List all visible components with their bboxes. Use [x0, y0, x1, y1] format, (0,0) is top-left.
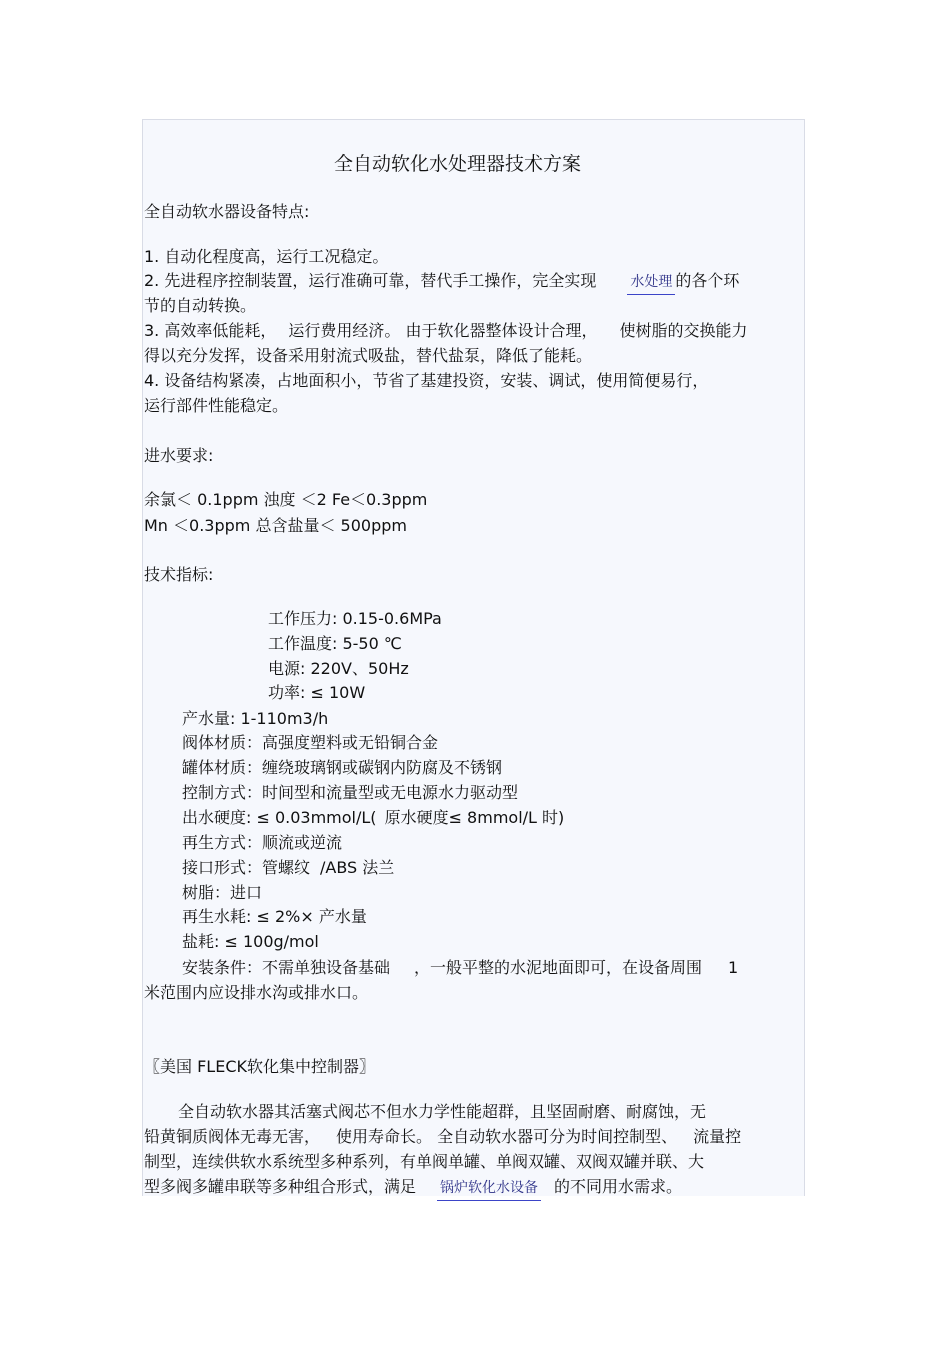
water-req-line-1: 余氯＜ 0.1ppm 浊度 ＜2 Fe＜0.3ppm: [144, 490, 428, 509]
fleck-para-line-3: 制型，连续供软水系统型多种系列，有单阀单罐、单阀双罐、双阀双罐并联、大: [144, 1152, 705, 1171]
feature-item-2-text-a: 2. 先进程序控制装置，运行准确可靠，替代手工操作，完全实现: [144, 271, 597, 290]
spec-hardness-a: 出水硬度: ≤ 0.03mmol/L(: [182, 808, 377, 827]
fleck-para-line-4: [144, 1177, 682, 1198]
spec-salt: 盐耗: ≤ 100g/mol: [182, 932, 319, 951]
spec-hardness: [182, 808, 564, 828]
feature-item-2: [144, 271, 739, 292]
feature-item-3-text-c: 使树脂的交换能力: [619, 321, 748, 340]
fleck-para-line-2: [144, 1127, 741, 1147]
spec-install-c: 1: [728, 958, 739, 977]
spec-regen-mode: 再生方式：顺流或逆流: [182, 833, 343, 852]
spec-tank-material: 罐体材质：缠绕玻璃钢或碳钢内防腐及不锈钢: [182, 758, 503, 777]
spec-pressure: 工作压力: 0.15-0.6MPa: [268, 609, 442, 628]
feature-item-2-text-b: 的各个环: [675, 271, 740, 290]
fleck-para-line-4-b: 的不同用水需求。: [554, 1177, 683, 1196]
spec-regen-water: 再生水耗: ≤ 2%× 产水量: [182, 907, 367, 926]
spec-install-b: ，一般平整的水泥地面即可，在设备周围: [414, 958, 703, 977]
fleck-para-line-2-b: 使用寿命长。 全自动软水器可分为时间控制型、: [336, 1127, 678, 1146]
features-heading: 全自动软水器设备特点:: [144, 202, 310, 221]
spec-install-a: 安装条件：不需单独设备基础: [182, 958, 391, 977]
feature-item-4-cont: 运行部件性能稳定。: [144, 396, 289, 415]
spec-power-supply: 电源: 220V、50Hz: [268, 659, 409, 678]
doc-title: 全自动软化水处理器技术方案: [334, 153, 582, 175]
spec-valve-material: 阀体材质：高强度塑料或无铅铜合金: [182, 733, 439, 752]
spec-resin: 树脂：进口: [182, 883, 263, 902]
spec-temperature: 工作温度: 5-50 ℃: [268, 634, 402, 653]
fleck-para-line-2-a: 铅黄铜质阀体无毒无害，: [144, 1127, 321, 1146]
fleck-para-line-2-c: 流量控: [693, 1127, 742, 1146]
spec-power: 功率: ≤ 10W: [268, 683, 366, 702]
feature-item-3: [144, 321, 747, 341]
spec-install: [182, 958, 738, 978]
fleck-para-line-4-a: 型多阀多罐串联等多种组合形式，满足: [144, 1177, 417, 1196]
spec-output: 产水量: 1-110m3/h: [182, 709, 329, 728]
water-req-line-2: Mn ＜0.3ppm 总含盐量＜ 500ppm: [144, 516, 407, 535]
boiler-softener-link[interactable]: 锅炉软化水设备: [440, 1180, 539, 1196]
specs-heading: 技术指标:: [144, 565, 214, 584]
spec-install-cont: 米范围内应设排水沟或排水口。: [144, 983, 369, 1002]
feature-item-3-text-a: 3. 高效率低能耗，: [144, 321, 277, 340]
fleck-para-line-1: 全自动软水器其活塞式阀芯不但水力学性能超群，且坚固耐磨、耐腐蚀，无: [178, 1102, 707, 1121]
spec-interface: [182, 858, 394, 878]
feature-item-3-text-b: 运行费用经济。 由于软化器整体设计合理，: [288, 321, 598, 340]
spec-control-mode: 控制方式：时间型和流量型或无电源水力驱动型: [182, 783, 519, 802]
feature-item-4: 4. 设备结构紧凑，占地面积小，节省了基建投资，安装、调试，使用简便易行，: [144, 371, 709, 390]
feature-item-1: 1. 自动化程度高，运行工况稳定。: [144, 247, 389, 266]
spec-interface-a: 接口形式：管螺纹: [182, 858, 311, 877]
water-req-heading: 进水要求:: [144, 446, 214, 465]
fleck-heading: 〖美国 FLECK软化集中控制器〗: [144, 1057, 375, 1076]
water-treatment-link[interactable]: 水处理: [630, 274, 673, 290]
feature-item-3-cont: 得以充分发挥，设备采用射流式吸盐，替代盐泵，降低了能耗。: [144, 346, 593, 365]
feature-item-2-cont: 节的自动转换。: [144, 296, 257, 315]
spec-hardness-b: 原水硬度≤ 8mmol/L 时): [384, 808, 565, 827]
spec-interface-b: /ABS 法兰: [320, 858, 395, 877]
